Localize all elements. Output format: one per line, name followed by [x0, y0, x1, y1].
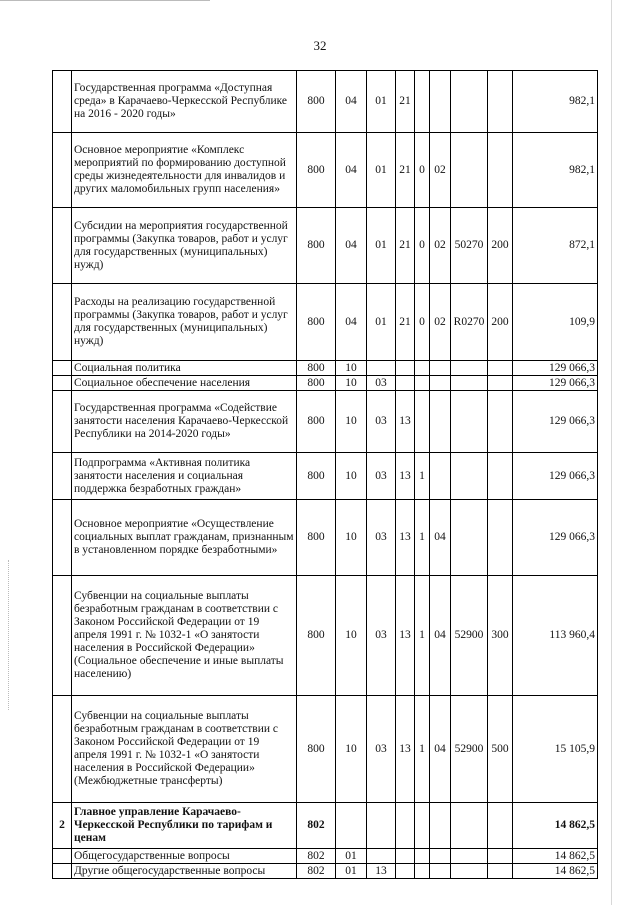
- expense-name-cell: Государственная программа «Содействие занятости населения Карачаево-Черкесской Республики на 2014-2020 годы»: [72, 391, 297, 453]
- activity-code-cell: [430, 453, 451, 500]
- amount-cell: 14 862,5: [513, 803, 598, 849]
- table-row: [53, 500, 598, 576]
- row-number-cell: [53, 133, 72, 208]
- row-number-cell: [53, 71, 72, 133]
- row-number-cell: [53, 391, 72, 453]
- activity-code-cell: 02: [430, 208, 451, 284]
- direction-code-cell: [451, 376, 488, 391]
- program-code-cell: 13: [396, 453, 415, 500]
- expense-type-code-cell: [488, 361, 513, 376]
- subprogram-code-cell: 1: [415, 696, 430, 803]
- admin-code-cell: 802: [297, 864, 336, 879]
- program-code-cell: [396, 849, 415, 864]
- amount-cell: 113 960,4: [513, 576, 598, 696]
- scan-noise: [8, 560, 10, 710]
- admin-code-cell: 800: [297, 500, 336, 576]
- subsection-code-cell: [367, 849, 396, 864]
- expense-name-cell: Расходы на реализацию государственной программы (Закупка товаров, работ и услуг для государственных (муниципальных) нужд): [72, 284, 297, 361]
- page-number: 32: [313, 38, 327, 53]
- subprogram-code-cell: 1: [415, 453, 430, 500]
- direction-code-cell: 52900: [451, 576, 488, 696]
- amount-cell: 129 066,3: [513, 361, 598, 376]
- row-number-cell: [53, 500, 72, 576]
- program-code-cell: [396, 376, 415, 391]
- section-code-cell: 04: [336, 71, 367, 133]
- program-code-cell: [396, 361, 415, 376]
- activity-code-cell: 02: [430, 284, 451, 361]
- expense-name-cell: Социальное обеспечение населения: [72, 376, 297, 391]
- subsection-code-cell: 03: [367, 500, 396, 576]
- section-code-cell: 10: [336, 453, 367, 500]
- expense-type-code-cell: [488, 133, 513, 208]
- amount-cell: 14 862,5: [513, 864, 598, 879]
- scan-edge-line: [0, 0, 210, 1]
- row-number-cell: [53, 361, 72, 376]
- direction-code-cell: [451, 803, 488, 849]
- row-number-cell: [53, 376, 72, 391]
- subprogram-code-cell: [415, 849, 430, 864]
- program-code-cell: 13: [396, 576, 415, 696]
- activity-code-cell: [430, 376, 451, 391]
- activity-code-cell: [430, 849, 451, 864]
- budget-table-body: [53, 71, 598, 879]
- subsection-code-cell: 01: [367, 71, 396, 133]
- section-code-cell: 04: [336, 284, 367, 361]
- table-row: [53, 133, 598, 208]
- program-code-cell: [396, 803, 415, 849]
- admin-code-cell: 800: [297, 576, 336, 696]
- direction-code-cell: [451, 453, 488, 500]
- row-number-cell: [53, 453, 72, 500]
- activity-code-cell: 02: [430, 133, 451, 208]
- amount-cell: 129 066,3: [513, 500, 598, 576]
- subsection-code-cell: 03: [367, 453, 396, 500]
- subprogram-code-cell: [415, 803, 430, 849]
- subsection-code-cell: [367, 803, 396, 849]
- subsection-code-cell: 01: [367, 133, 396, 208]
- expense-type-code-cell: [488, 71, 513, 133]
- program-code-cell: 21: [396, 133, 415, 208]
- activity-code-cell: 04: [430, 696, 451, 803]
- subsection-code-cell: 01: [367, 208, 396, 284]
- table-row: [53, 361, 598, 376]
- expense-type-code-cell: [488, 500, 513, 576]
- program-code-cell: 21: [396, 208, 415, 284]
- expense-type-code-cell: [488, 391, 513, 453]
- subprogram-code-cell: 1: [415, 576, 430, 696]
- activity-code-cell: [430, 361, 451, 376]
- scan-edge-line-right: [611, 0, 612, 905]
- amount-cell: 14 862,5: [513, 849, 598, 864]
- expense-name-cell: Государственная программа «Доступная среда» в Карачаево-Черкесской Республике на 2016 - 2020 годы»: [72, 71, 297, 133]
- row-number-cell: [53, 576, 72, 696]
- section-code-cell: 10: [336, 500, 367, 576]
- row-number-cell: [53, 208, 72, 284]
- expense-name-cell: Основное мероприятие «Осуществление социальных выплат гражданам, признанным в установленном порядке безработными»: [72, 500, 297, 576]
- activity-code-cell: [430, 803, 451, 849]
- expense-type-code-cell: [488, 376, 513, 391]
- direction-code-cell: [451, 391, 488, 453]
- admin-code-cell: 800: [297, 453, 336, 500]
- amount-cell: 872,1: [513, 208, 598, 284]
- section-code-cell: 10: [336, 376, 367, 391]
- subprogram-code-cell: 0: [415, 208, 430, 284]
- direction-code-cell: [451, 849, 488, 864]
- admin-code-cell: 800: [297, 391, 336, 453]
- section-code-cell: 10: [336, 361, 367, 376]
- subsection-code-cell: [367, 361, 396, 376]
- admin-code-cell: 800: [297, 696, 336, 803]
- row-number-cell: [53, 864, 72, 879]
- table-row: [53, 453, 598, 500]
- table-row: [53, 803, 598, 849]
- direction-code-cell: 50270: [451, 208, 488, 284]
- admin-code-cell: 800: [297, 284, 336, 361]
- subsection-code-cell: 03: [367, 376, 396, 391]
- admin-code-cell: 800: [297, 71, 336, 133]
- table-row: [53, 71, 598, 133]
- budget-table: [52, 70, 598, 879]
- program-code-cell: 21: [396, 284, 415, 361]
- subprogram-code-cell: 1: [415, 500, 430, 576]
- expense-type-code-cell: 200: [488, 284, 513, 361]
- section-code-cell: [336, 803, 367, 849]
- activity-code-cell: [430, 391, 451, 453]
- direction-code-cell: [451, 864, 488, 879]
- admin-code-cell: 800: [297, 133, 336, 208]
- row-number-cell: [53, 284, 72, 361]
- section-code-cell: 01: [336, 864, 367, 879]
- subsection-code-cell: 03: [367, 696, 396, 803]
- direction-code-cell: [451, 71, 488, 133]
- expense-name-cell: Общегосударственные вопросы: [72, 849, 297, 864]
- expense-type-code-cell: [488, 849, 513, 864]
- row-number-cell: 2: [53, 803, 72, 849]
- program-code-cell: 21: [396, 71, 415, 133]
- table-row: [53, 864, 598, 879]
- activity-code-cell: [430, 71, 451, 133]
- table-row: [53, 391, 598, 453]
- direction-code-cell: 52900: [451, 696, 488, 803]
- program-code-cell: [396, 864, 415, 879]
- section-code-cell: 04: [336, 208, 367, 284]
- expense-type-code-cell: 200: [488, 208, 513, 284]
- subprogram-code-cell: [415, 864, 430, 879]
- table-row: [53, 376, 598, 391]
- direction-code-cell: [451, 361, 488, 376]
- subsection-code-cell: 13: [367, 864, 396, 879]
- amount-cell: 129 066,3: [513, 453, 598, 500]
- subprogram-code-cell: 0: [415, 133, 430, 208]
- section-code-cell: 01: [336, 849, 367, 864]
- section-code-cell: 04: [336, 133, 367, 208]
- expense-type-code-cell: [488, 864, 513, 879]
- direction-code-cell: [451, 133, 488, 208]
- section-code-cell: 10: [336, 576, 367, 696]
- expense-name-cell: Субвенции на социальные выплаты безработным гражданам в соответствии с Законом Российской Федерации от 19 апреля 1991 г. № 1032-1 «О занятости населения в Российской Федерации» (Социальное обеспечение и иные выплаты населению): [72, 576, 297, 696]
- expense-type-code-cell: 300: [488, 576, 513, 696]
- amount-cell: 129 066,3: [513, 391, 598, 453]
- expense-name-cell: Другие общегосударственные вопросы: [72, 864, 297, 879]
- table-row: [53, 208, 598, 284]
- expense-name-cell: Субвенции на социальные выплаты безработным гражданам в соответствии с Законом Российской Федерации от 19 апреля 1991 г. № 1032-1 «О занятости населения в Российской Федерации» (Межбюджетные трансферты): [72, 696, 297, 803]
- table-row: [53, 696, 598, 803]
- expense-type-code-cell: 500: [488, 696, 513, 803]
- row-number-cell: [53, 849, 72, 864]
- amount-cell: 109,9: [513, 284, 598, 361]
- row-number-cell: [53, 696, 72, 803]
- subprogram-code-cell: [415, 376, 430, 391]
- direction-code-cell: [451, 500, 488, 576]
- amount-cell: 15 105,9: [513, 696, 598, 803]
- amount-cell: 982,1: [513, 133, 598, 208]
- amount-cell: 982,1: [513, 71, 598, 133]
- activity-code-cell: [430, 864, 451, 879]
- admin-code-cell: 802: [297, 849, 336, 864]
- amount-cell: 129 066,3: [513, 376, 598, 391]
- activity-code-cell: 04: [430, 500, 451, 576]
- section-code-cell: 10: [336, 696, 367, 803]
- expense-name-cell: Главное управление Карачаево-Черкесской Республики по тарифам и ценам: [72, 803, 297, 849]
- admin-code-cell: 800: [297, 208, 336, 284]
- activity-code-cell: 04: [430, 576, 451, 696]
- program-code-cell: 13: [396, 696, 415, 803]
- admin-code-cell: 800: [297, 361, 336, 376]
- subsection-code-cell: 01: [367, 284, 396, 361]
- subsection-code-cell: 03: [367, 576, 396, 696]
- direction-code-cell: R0270: [451, 284, 488, 361]
- table-row: [53, 284, 598, 361]
- section-code-cell: 10: [336, 391, 367, 453]
- program-code-cell: 13: [396, 391, 415, 453]
- expense-name-cell: Подпрограмма «Активная политика занятости населения и социальная поддержка безработных граждан»: [72, 453, 297, 500]
- program-code-cell: 13: [396, 500, 415, 576]
- table-row: [53, 576, 598, 696]
- expense-type-code-cell: [488, 803, 513, 849]
- admin-code-cell: 802: [297, 803, 336, 849]
- expense-name-cell: Социальная политика: [72, 361, 297, 376]
- table-row: [53, 849, 598, 864]
- subsection-code-cell: 03: [367, 391, 396, 453]
- subprogram-code-cell: [415, 391, 430, 453]
- expense-type-code-cell: [488, 453, 513, 500]
- expense-name-cell: Субсидии на мероприятия государственной программы (Закупка товаров, работ и услуг для государственных (муниципальных) нужд): [72, 208, 297, 284]
- subprogram-code-cell: [415, 361, 430, 376]
- admin-code-cell: 800: [297, 376, 336, 391]
- subprogram-code-cell: [415, 71, 430, 133]
- expense-name-cell: Основное мероприятие «Комплекс мероприятий по формированию доступной среды жизнедеятельности для инвалидов и других маломобильных групп населения»: [72, 133, 297, 208]
- subprogram-code-cell: 0: [415, 284, 430, 361]
